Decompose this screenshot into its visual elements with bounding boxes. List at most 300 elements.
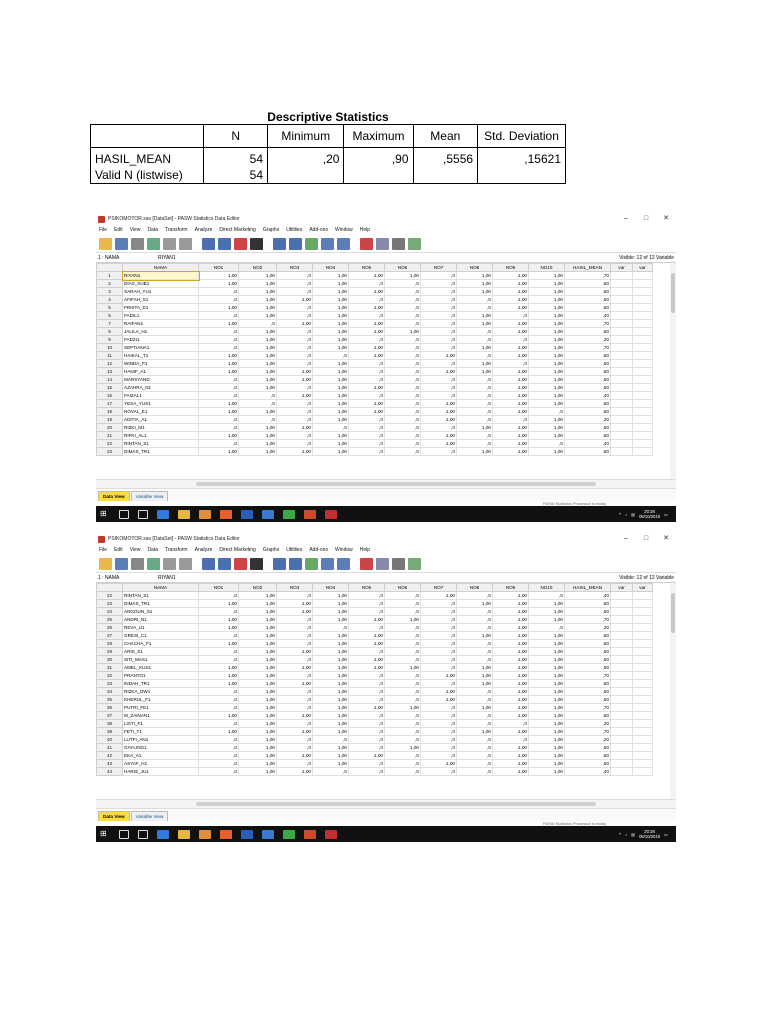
name-cell[interactable]: SARAH_YU1 (123, 288, 199, 296)
value-cell[interactable]: ,70 (565, 704, 611, 712)
value-cell[interactable]: ,0 (277, 360, 313, 368)
name-cell[interactable]: FRISTA_D1 (123, 304, 199, 312)
menu-item[interactable]: Graphs (262, 547, 280, 553)
value-cell[interactable]: 1,00 (313, 312, 349, 320)
value-cell[interactable]: 1,00 (529, 280, 565, 288)
menu-item[interactable]: View (129, 547, 141, 553)
value-cell[interactable]: 1,00 (313, 592, 349, 600)
column-header[interactable]: NO2 (239, 264, 277, 272)
value-cell[interactable]: ,0 (313, 624, 349, 632)
value-cell[interactable]: ,60 (565, 304, 611, 312)
value-cell[interactable]: ,0 (385, 688, 421, 696)
print-icon[interactable] (131, 238, 144, 250)
value-cell[interactable]: 1,00 (529, 664, 565, 672)
value-cell[interactable]: 1,00 (457, 664, 493, 672)
value-cell[interactable]: 1,00 (457, 680, 493, 688)
empty-var-cell[interactable] (611, 760, 633, 768)
empty-var-cell[interactable] (611, 304, 633, 312)
row-number[interactable]: 25 (97, 616, 123, 624)
value-cell[interactable]: 1,00 (529, 600, 565, 608)
value-cell[interactable]: 1,00 (239, 728, 277, 736)
empty-var-cell[interactable] (611, 632, 633, 640)
value-cell[interactable]: 1,00 (421, 352, 457, 360)
row-number[interactable]: 3 (97, 288, 123, 296)
goto-variable-icon[interactable] (218, 558, 231, 570)
value-cell[interactable]: ,0 (421, 624, 457, 632)
value-cell[interactable]: ,0 (349, 280, 385, 288)
value-cell[interactable]: ,0 (421, 360, 457, 368)
value-cell[interactable]: ,0 (385, 656, 421, 664)
value-cell[interactable]: 1,00 (421, 688, 457, 696)
row-number[interactable]: 37 (97, 712, 123, 720)
network-icon[interactable]: ▤ (631, 511, 636, 517)
cell-value-input[interactable]: RIYAN1 (158, 254, 176, 261)
value-cell[interactable]: ,0 (385, 640, 421, 648)
name-cell[interactable]: RIFKI_AL1 (123, 432, 199, 440)
value-cell[interactable]: 1,00 (493, 680, 529, 688)
value-cell[interactable]: ,0 (277, 352, 313, 360)
empty-var-cell[interactable] (633, 720, 653, 728)
value-cell[interactable]: 1,00 (421, 592, 457, 600)
menu-item[interactable]: File (99, 227, 108, 233)
value-cell[interactable]: ,0 (385, 368, 421, 376)
name-cell[interactable]: AFIFAH_S1 (123, 296, 199, 304)
empty-var-cell[interactable] (611, 608, 633, 616)
name-cell[interactable]: RIYAN1 (123, 272, 199, 280)
empty-var-cell[interactable] (611, 368, 633, 376)
value-cell[interactable]: 1,00 (529, 376, 565, 384)
value-cell[interactable]: ,40 (565, 592, 611, 600)
row-number[interactable]: 11 (97, 352, 123, 360)
value-cell[interactable]: ,80 (565, 680, 611, 688)
value-cell[interactable]: 1,00 (313, 680, 349, 688)
network-icon[interactable]: ▤ (631, 831, 636, 837)
value-cell[interactable]: ,0 (349, 592, 385, 600)
value-cell[interactable]: 1,00 (239, 440, 277, 448)
value-cell[interactable]: 1,00 (457, 280, 493, 288)
value-cell[interactable]: 1,00 (493, 760, 529, 768)
value-cell[interactable]: ,40 (565, 768, 611, 776)
value-cell[interactable]: ,0 (199, 336, 239, 344)
maximize-icon[interactable]: □ (643, 215, 649, 222)
menu-item[interactable]: Analyze (194, 547, 213, 553)
value-cell[interactable]: ,0 (349, 728, 385, 736)
empty-var-cell[interactable] (611, 432, 633, 440)
value-cell[interactable]: 1,00 (313, 664, 349, 672)
value-cell[interactable]: 1,00 (239, 768, 277, 776)
value-cell[interactable]: ,0 (421, 744, 457, 752)
value-cell[interactable]: 1,00 (529, 312, 565, 320)
row-number[interactable]: 7 (97, 320, 123, 328)
dialog-recall-icon[interactable] (147, 238, 160, 250)
value-cell[interactable]: ,0 (421, 640, 457, 648)
value-cell[interactable]: ,0 (199, 752, 239, 760)
name-cell[interactable]: KHERUL_F1 (123, 696, 199, 704)
column-header[interactable]: NO6 (385, 264, 421, 272)
row-number[interactable]: 27 (97, 632, 123, 640)
value-cell[interactable]: 1,00 (529, 288, 565, 296)
row-number[interactable]: 10 (97, 344, 123, 352)
value-cell[interactable]: ,0 (313, 424, 349, 432)
value-cell[interactable]: 1,00 (493, 664, 529, 672)
value-cell[interactable]: ,0 (349, 376, 385, 384)
value-cell[interactable]: 1,00 (493, 744, 529, 752)
value-cell[interactable]: 1,00 (199, 408, 239, 416)
empty-var-cell[interactable] (611, 672, 633, 680)
empty-var-cell[interactable] (633, 712, 653, 720)
value-cell[interactable]: 1,00 (349, 328, 385, 336)
value-cell[interactable]: 1,00 (493, 616, 529, 624)
value-cell[interactable]: 1,00 (529, 736, 565, 744)
column-header[interactable]: NO4 (313, 264, 349, 272)
value-cell[interactable]: 1,00 (421, 760, 457, 768)
maximize-icon[interactable]: □ (643, 535, 649, 542)
empty-var-cell[interactable] (633, 448, 653, 456)
empty-var-cell[interactable] (611, 720, 633, 728)
value-cell[interactable]: 1,00 (239, 336, 277, 344)
empty-var-cell[interactable] (611, 376, 633, 384)
value-cell[interactable]: ,0 (457, 328, 493, 336)
value-cell[interactable]: ,0 (529, 592, 565, 600)
value-cell[interactable]: ,0 (385, 432, 421, 440)
value-cell[interactable]: ,0 (349, 336, 385, 344)
value-cell[interactable]: 1,00 (277, 768, 313, 776)
value-cell[interactable]: ,50 (565, 296, 611, 304)
value-cell[interactable]: 1,00 (349, 384, 385, 392)
value-cell[interactable]: 1,00 (349, 344, 385, 352)
horizontal-scroll-thumb[interactable] (196, 482, 596, 486)
empty-var-cell[interactable] (611, 664, 633, 672)
value-cell[interactable]: ,0 (349, 680, 385, 688)
empty-var-cell[interactable] (611, 312, 633, 320)
value-cell[interactable]: ,0 (199, 760, 239, 768)
firefox-icon[interactable] (220, 830, 232, 839)
value-cell[interactable]: 1,00 (493, 624, 529, 632)
column-header[interactable]: NO2 (239, 584, 277, 592)
spell-check-icon[interactable] (408, 238, 421, 250)
value-labels-icon[interactable] (360, 238, 373, 250)
value-cell[interactable]: 1,00 (277, 600, 313, 608)
empty-var-cell[interactable] (611, 696, 633, 704)
value-cell[interactable]: 1,00 (493, 320, 529, 328)
empty-var-cell[interactable] (611, 640, 633, 648)
value-cell[interactable]: 1,00 (239, 648, 277, 656)
value-cell[interactable]: 1,00 (313, 632, 349, 640)
value-cell[interactable]: ,70 (565, 272, 611, 280)
value-cell[interactable]: 1,00 (277, 296, 313, 304)
goto-case-icon[interactable] (202, 238, 215, 250)
empty-var-cell[interactable] (611, 320, 633, 328)
value-cell[interactable]: 1,00 (385, 664, 421, 672)
value-cell[interactable]: 1,00 (529, 416, 565, 424)
value-cell[interactable]: 1,00 (239, 632, 277, 640)
value-cell[interactable]: ,0 (385, 736, 421, 744)
value-cell[interactable]: ,60 (565, 712, 611, 720)
value-cell[interactable]: ,0 (385, 280, 421, 288)
show-all-icon[interactable] (392, 238, 405, 250)
value-cell[interactable]: 1,00 (421, 440, 457, 448)
row-number[interactable]: 5 (97, 304, 123, 312)
value-cell[interactable]: 1,00 (199, 304, 239, 312)
value-cell[interactable]: 1,00 (239, 608, 277, 616)
value-labels-icon[interactable] (360, 558, 373, 570)
empty-var-cell[interactable] (633, 352, 653, 360)
value-cell[interactable]: ,0 (277, 720, 313, 728)
menu-item[interactable]: Utilities (286, 547, 303, 553)
row-number[interactable]: 34 (97, 688, 123, 696)
find-icon[interactable] (250, 238, 263, 250)
value-cell[interactable]: 1,00 (421, 432, 457, 440)
row-number[interactable]: 9 (97, 336, 123, 344)
value-cell[interactable]: ,0 (199, 704, 239, 712)
value-cell[interactable]: ,60 (565, 752, 611, 760)
value-cell[interactable]: 1,00 (199, 728, 239, 736)
value-cell[interactable]: ,0 (277, 624, 313, 632)
empty-var-cell[interactable] (611, 424, 633, 432)
value-cell[interactable]: 1,00 (529, 696, 565, 704)
value-cell[interactable]: 1,00 (199, 352, 239, 360)
name-cell[interactable]: EKA_A1 (123, 752, 199, 760)
name-cell[interactable]: DIAS_SUB1 (123, 280, 199, 288)
value-cell[interactable]: ,0 (529, 440, 565, 448)
name-cell[interactable]: AZAHRA_N1 (123, 384, 199, 392)
value-cell[interactable]: ,30 (565, 416, 611, 424)
value-cell[interactable]: ,0 (457, 688, 493, 696)
value-cell[interactable]: ,0 (457, 352, 493, 360)
value-cell[interactable]: 1,00 (239, 592, 277, 600)
value-cell[interactable]: 1,00 (529, 320, 565, 328)
value-cell[interactable]: 1,00 (529, 296, 565, 304)
value-cell[interactable]: ,0 (385, 728, 421, 736)
row-number[interactable]: 2 (97, 280, 123, 288)
value-cell[interactable]: ,0 (313, 352, 349, 360)
value-cell[interactable]: 1,00 (493, 376, 529, 384)
empty-var-cell[interactable] (633, 648, 653, 656)
empty-var-cell[interactable] (633, 672, 653, 680)
name-cell[interactable]: INDAH_TR1 (123, 680, 199, 688)
value-cell[interactable]: 1,00 (199, 280, 239, 288)
value-cell[interactable]: ,0 (385, 416, 421, 424)
value-cell[interactable]: 1,00 (239, 424, 277, 432)
value-cell[interactable]: ,0 (349, 744, 385, 752)
value-cell[interactable]: 1,00 (349, 632, 385, 640)
value-cell[interactable]: ,0 (385, 288, 421, 296)
empty-var-cell[interactable] (611, 728, 633, 736)
value-cell[interactable]: 1,00 (493, 632, 529, 640)
variables-icon[interactable] (234, 558, 247, 570)
value-cell[interactable]: 1,00 (199, 664, 239, 672)
value-cell[interactable]: ,50 (565, 360, 611, 368)
value-cell[interactable]: ,80 (565, 448, 611, 456)
value-cell[interactable]: ,0 (277, 616, 313, 624)
menu-item[interactable]: Window (334, 547, 353, 553)
empty-var-cell[interactable] (633, 360, 653, 368)
value-cell[interactable]: 1,00 (239, 688, 277, 696)
name-cell[interactable]: ASYAF_H1 (123, 760, 199, 768)
empty-var-cell[interactable] (611, 744, 633, 752)
value-cell[interactable]: 1,00 (239, 288, 277, 296)
value-cell[interactable]: ,0 (385, 752, 421, 760)
value-cell[interactable]: 1,00 (313, 392, 349, 400)
value-cell[interactable]: ,0 (349, 736, 385, 744)
value-cell[interactable]: 1,00 (313, 600, 349, 608)
value-cell[interactable]: ,0 (349, 312, 385, 320)
value-cell[interactable]: ,0 (457, 392, 493, 400)
empty-var-cell[interactable] (633, 344, 653, 352)
value-cell[interactable]: 1,00 (385, 744, 421, 752)
value-cell[interactable]: ,0 (277, 744, 313, 752)
value-cell[interactable]: 1,00 (313, 712, 349, 720)
name-cell[interactable]: YESA_YUS1 (123, 400, 199, 408)
value-cell[interactable]: 1,00 (493, 392, 529, 400)
close-icon[interactable]: ✕ (663, 535, 669, 542)
value-cell[interactable]: ,0 (277, 440, 313, 448)
value-cell[interactable]: 1,00 (239, 360, 277, 368)
column-header[interactable]: NO5 (349, 264, 385, 272)
value-cell[interactable]: 1,00 (493, 672, 529, 680)
value-cell[interactable]: ,0 (457, 400, 493, 408)
name-cell[interactable]: HANIF_A1 (123, 368, 199, 376)
value-cell[interactable]: ,0 (277, 640, 313, 648)
value-cell[interactable]: 1,00 (199, 320, 239, 328)
value-cell[interactable]: ,70 (565, 728, 611, 736)
menu-item[interactable]: Direct Marketing (219, 547, 256, 553)
value-cell[interactable]: 1,00 (277, 448, 313, 456)
name-cell[interactable]: SITI_MAS1 (123, 656, 199, 664)
value-cell[interactable]: ,50 (565, 608, 611, 616)
menu-item[interactable]: Add-ons (309, 547, 328, 553)
value-cell[interactable]: ,0 (385, 648, 421, 656)
row-number[interactable]: 15 (97, 384, 123, 392)
insert-variable-icon[interactable] (289, 558, 302, 570)
empty-var-cell[interactable] (611, 352, 633, 360)
value-cell[interactable]: 1,00 (199, 272, 239, 280)
value-cell[interactable]: ,0 (457, 768, 493, 776)
value-cell[interactable]: ,0 (277, 400, 313, 408)
empty-var-cell[interactable] (611, 296, 633, 304)
value-cell[interactable]: ,0 (385, 760, 421, 768)
value-cell[interactable]: 1,00 (313, 384, 349, 392)
column-header[interactable]: NO5 (349, 584, 385, 592)
spell-check-icon[interactable] (408, 558, 421, 570)
redo-icon[interactable] (179, 238, 192, 250)
menu-item[interactable]: Transform (165, 227, 188, 233)
value-cell[interactable]: ,0 (457, 696, 493, 704)
value-cell[interactable]: ,60 (565, 632, 611, 640)
value-cell[interactable]: ,0 (457, 592, 493, 600)
value-cell[interactable]: ,0 (421, 280, 457, 288)
row-number[interactable]: 12 (97, 360, 123, 368)
empty-var-cell[interactable] (611, 704, 633, 712)
value-cell[interactable]: ,0 (349, 760, 385, 768)
value-cell[interactable]: ,0 (199, 608, 239, 616)
empty-var-cell[interactable] (633, 688, 653, 696)
taskbar-clock[interactable] (639, 509, 660, 519)
empty-var-cell[interactable] (611, 600, 633, 608)
value-cell[interactable]: 1,00 (239, 696, 277, 704)
value-cell[interactable]: 1,00 (493, 712, 529, 720)
value-cell[interactable]: ,0 (277, 304, 313, 312)
value-cell[interactable]: 1,00 (493, 592, 529, 600)
edge-icon[interactable] (157, 510, 169, 519)
value-cell[interactable]: ,0 (421, 608, 457, 616)
insert-cases-icon[interactable] (273, 558, 286, 570)
value-cell[interactable]: ,0 (529, 624, 565, 632)
value-cell[interactable]: ,0 (349, 424, 385, 432)
empty-var-cell[interactable] (611, 712, 633, 720)
value-cell[interactable]: ,50 (565, 744, 611, 752)
value-cell[interactable]: ,0 (277, 696, 313, 704)
column-header[interactable]: HASIL_MEAN (565, 584, 611, 592)
column-header[interactable]: var (633, 584, 653, 592)
value-cell[interactable]: ,0 (421, 648, 457, 656)
chrome-icon[interactable] (283, 510, 295, 519)
windows-start-icon[interactable]: ⊞ (100, 829, 107, 838)
row-number[interactable]: 36 (97, 704, 123, 712)
empty-var-cell[interactable] (633, 768, 653, 776)
notifications-icon[interactable]: ▭ (664, 831, 668, 837)
value-cell[interactable]: 1,00 (277, 392, 313, 400)
value-cell[interactable]: ,0 (421, 768, 457, 776)
tray-chevron-up-icon[interactable]: ^ (619, 831, 621, 837)
value-cell[interactable]: ,0 (385, 304, 421, 312)
value-cell[interactable]: 1,00 (529, 448, 565, 456)
minimize-icon[interactable]: – (624, 535, 628, 542)
empty-var-cell[interactable] (611, 656, 633, 664)
value-cell[interactable]: ,0 (385, 336, 421, 344)
value-cell[interactable]: 1,00 (313, 400, 349, 408)
value-cell[interactable]: ,0 (199, 768, 239, 776)
name-cell[interactable]: ANDRI_N1 (123, 616, 199, 624)
value-cell[interactable]: 1,00 (493, 328, 529, 336)
value-cell[interactable]: 1,00 (349, 288, 385, 296)
empty-var-cell[interactable] (633, 656, 653, 664)
column-header[interactable]: var (611, 584, 633, 592)
horizontal-scroll-thumb[interactable] (196, 802, 596, 806)
row-number[interactable]: 20 (97, 424, 123, 432)
spss-taskbar-icon[interactable] (262, 830, 274, 839)
empty-var-cell[interactable] (633, 368, 653, 376)
value-cell[interactable]: ,0 (349, 608, 385, 616)
value-cell[interactable]: 1,00 (493, 704, 529, 712)
name-cell[interactable]: M_ZAINAN1 (123, 712, 199, 720)
value-cell[interactable]: ,60 (565, 432, 611, 440)
column-header[interactable]: NO4 (313, 584, 349, 592)
media-icon[interactable] (199, 510, 211, 519)
value-cell[interactable]: 1,00 (493, 352, 529, 360)
value-cell[interactable]: 1,00 (313, 720, 349, 728)
value-cell[interactable]: 1,00 (493, 408, 529, 416)
value-cell[interactable]: 1,00 (239, 720, 277, 728)
weight-cases-icon[interactable] (321, 238, 334, 250)
name-cell[interactable]: DIMAS_TR1 (123, 600, 199, 608)
insert-cases-icon[interactable] (273, 238, 286, 250)
goto-case-icon[interactable] (202, 558, 215, 570)
empty-var-cell[interactable] (633, 752, 653, 760)
empty-var-cell[interactable] (611, 344, 633, 352)
column-header[interactable]: NO3 (277, 584, 313, 592)
dialog-recall-icon[interactable] (147, 558, 160, 570)
value-cell[interactable]: ,0 (349, 296, 385, 304)
value-cell[interactable]: 1,00 (457, 368, 493, 376)
value-cell[interactable]: ,0 (199, 416, 239, 424)
value-cell[interactable]: ,0 (385, 608, 421, 616)
row-number[interactable]: 18 (97, 408, 123, 416)
minimize-icon[interactable]: – (624, 215, 628, 222)
value-cell[interactable]: 1,00 (313, 704, 349, 712)
value-cell[interactable]: ,0 (421, 448, 457, 456)
name-cell[interactable]: JALILA_H1 (123, 328, 199, 336)
